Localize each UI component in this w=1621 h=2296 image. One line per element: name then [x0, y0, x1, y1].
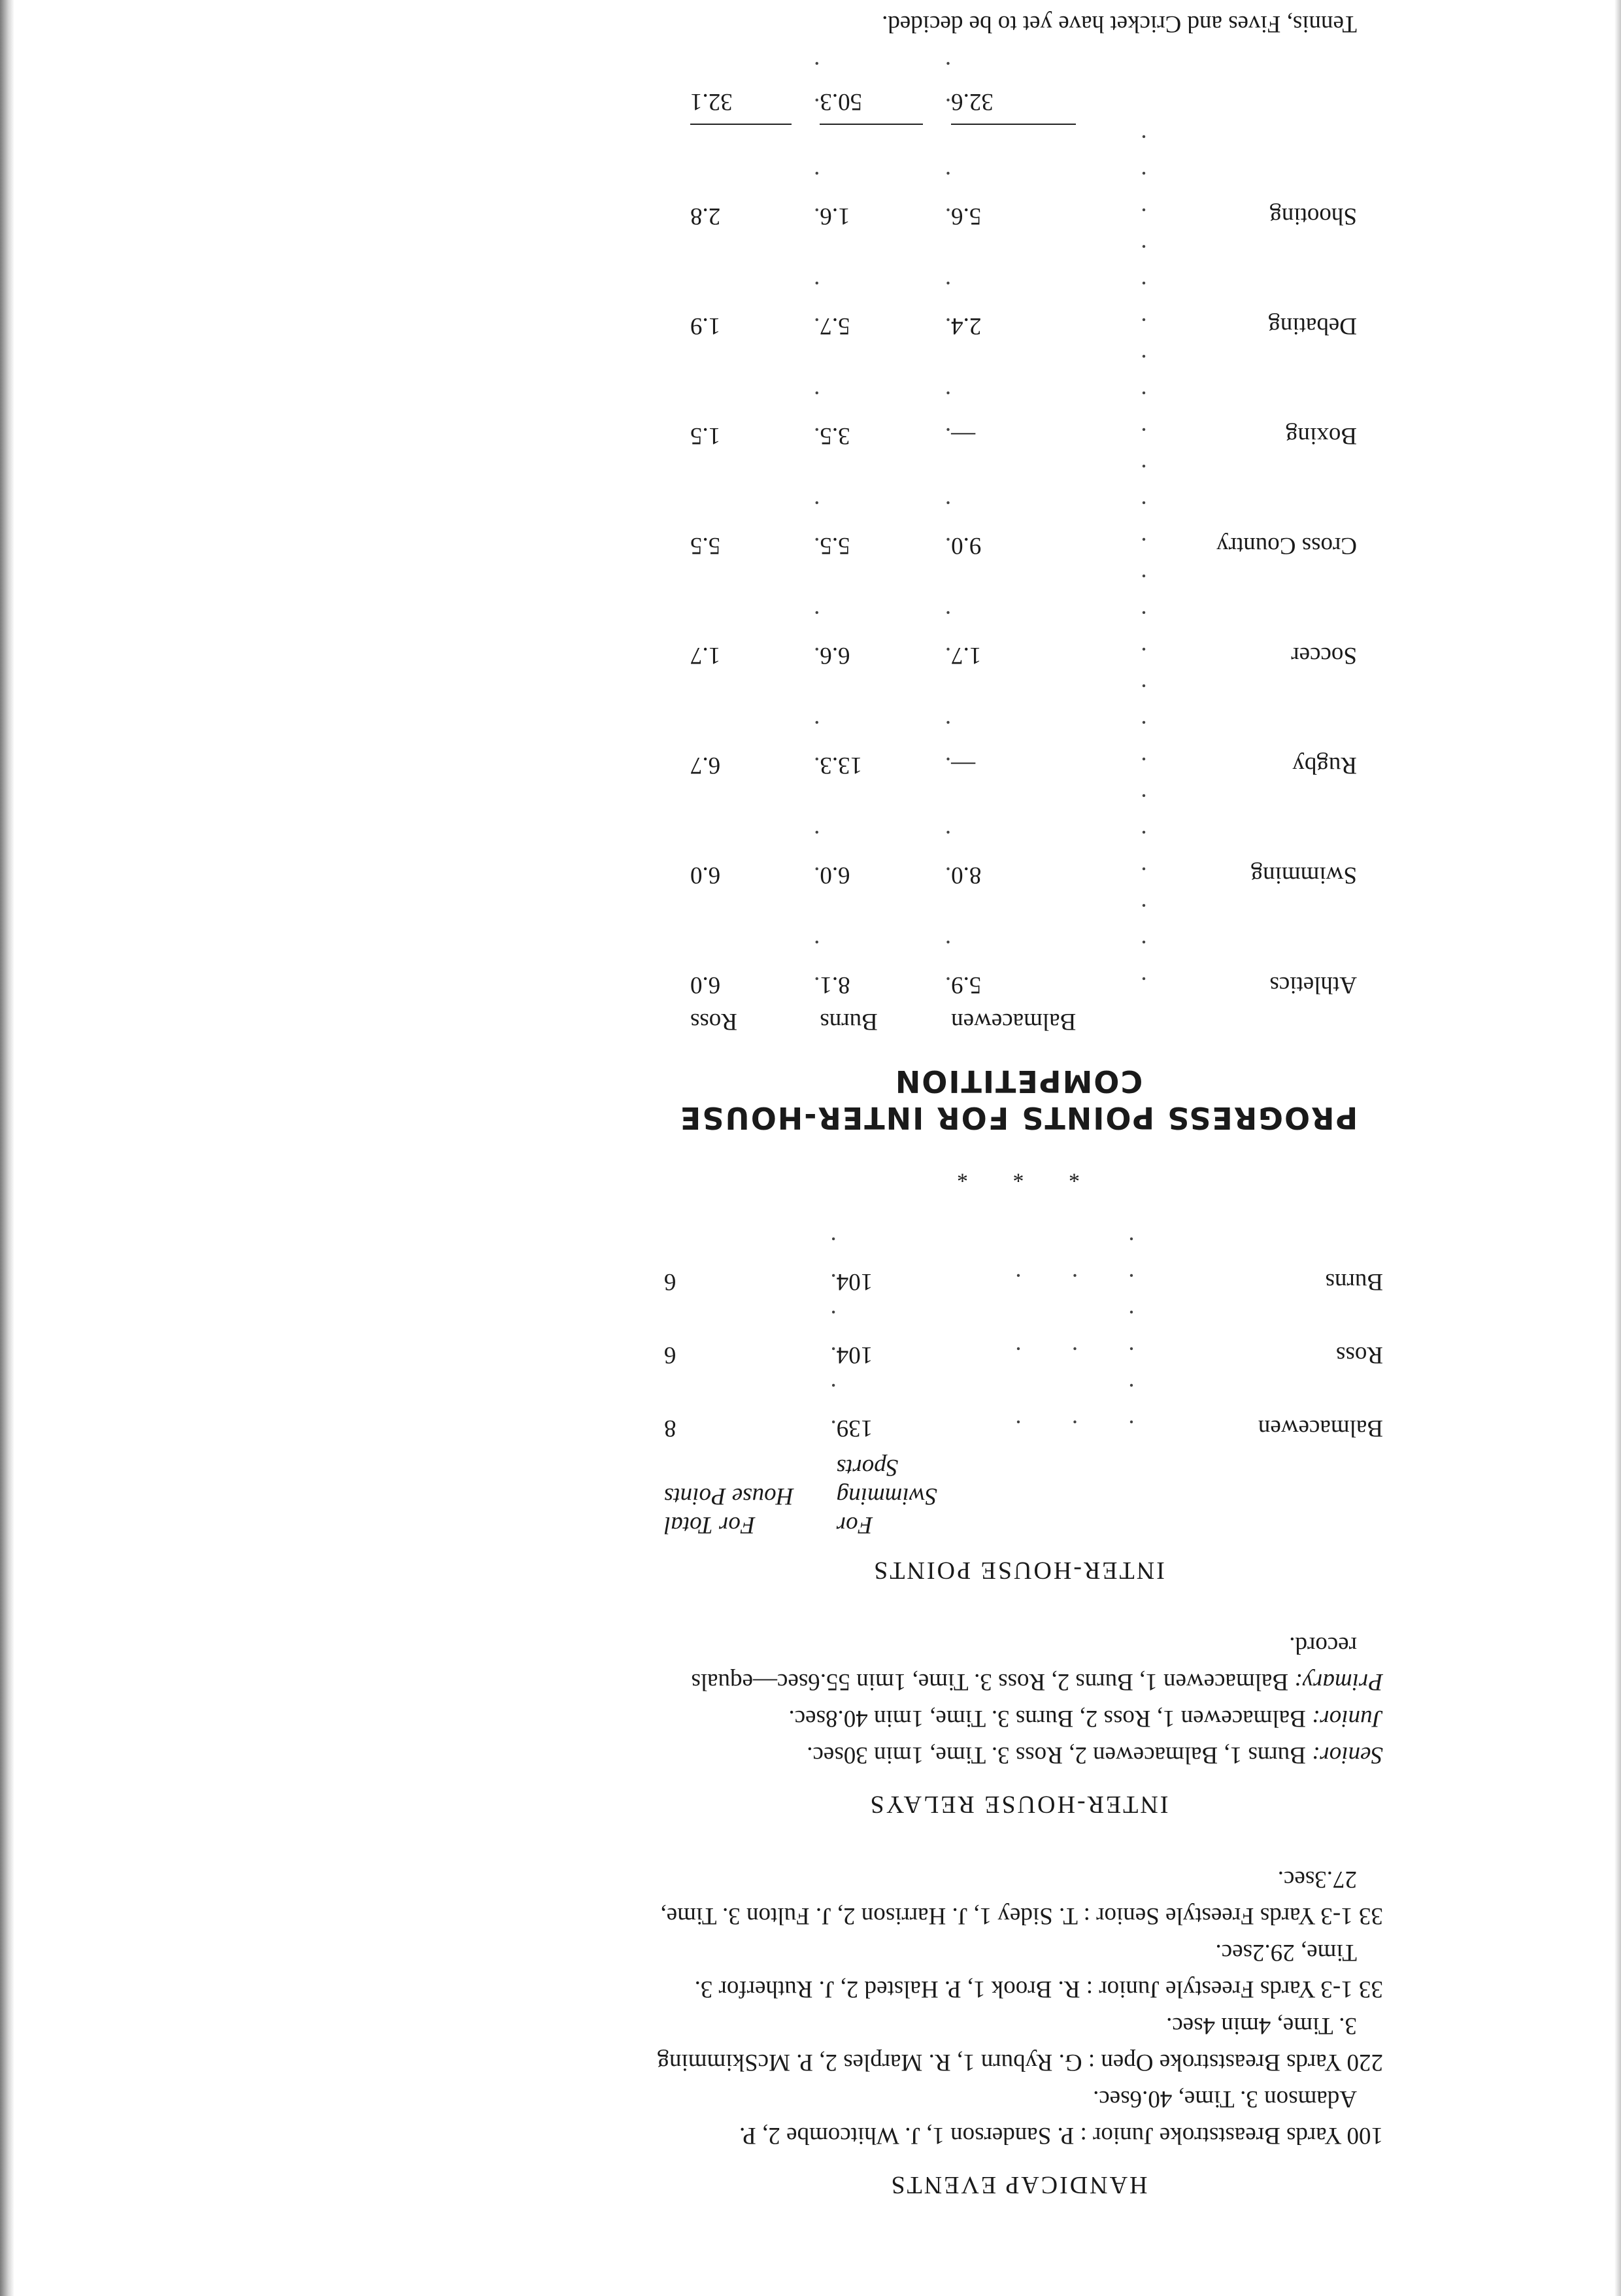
column-header: Burns — [820, 1008, 878, 1035]
table-row — [690, 783, 1357, 893]
handicap-event: 220 Yards Breaststroke Open : G. Ryburn 1, R. Marples 2, P. McSkimming 3. Time, 4min 4sec. — [657, 2012, 1383, 2076]
table-header-row — [690, 1003, 1357, 1039]
leader-dots: . . — [922, 496, 952, 559]
house-name: Balmacewen — [1258, 1415, 1383, 1442]
column-header: Ross — [690, 1008, 737, 1035]
burns-value: 6.6 — [820, 642, 850, 669]
leader-dots: . . — [922, 825, 952, 888]
leader-dots: . . . — [1118, 239, 1147, 339]
handicap-events-title: HANDICAP EVENTS — [889, 2171, 1148, 2199]
relay-text: Balmacewen 1, Burns 2, Ross 3. Time, 1min 55.6sec—equals record. — [691, 1632, 1357, 1695]
table-header-row — [664, 1446, 1383, 1539]
ross-value: 6.7 — [690, 752, 721, 779]
table-row — [664, 1373, 1383, 1446]
sport-name: Shooting — [1269, 203, 1357, 229]
column-header: Balmacewen — [951, 1008, 1077, 1035]
swimming-points: 104 — [836, 1342, 873, 1368]
balmacewen-total: 32.6 — [951, 51, 1076, 124]
leader-dots: . . — [792, 825, 820, 888]
leader-dots: . . — [922, 715, 952, 779]
relay-text: Balmacewen 1, Ross 2, Burns 3. Time, 1min 40.8sec. — [788, 1705, 1312, 1732]
table-row — [690, 564, 1357, 673]
leader-dots: . . — [792, 386, 820, 449]
burns-value: 5.5 — [820, 532, 850, 559]
ross-value: 1.7 — [690, 642, 721, 669]
sport-name: Soccer — [1291, 642, 1357, 669]
burns-value: 3.5 — [820, 422, 850, 449]
relay-result — [654, 1736, 1383, 1773]
leader-dots: . . . . — [993, 1305, 1135, 1368]
house-name: Burns — [1325, 1268, 1383, 1295]
ross-value: 6.0 — [690, 862, 721, 888]
leader-dots: . . — [792, 935, 820, 998]
sport-name: Rugby — [1292, 752, 1357, 779]
ross-value: 2.8 — [690, 203, 721, 229]
sport-name: Boxing — [1286, 422, 1357, 449]
relays-title: INTER-HOUSE RELAYS — [868, 1791, 1169, 1818]
table-row — [690, 454, 1357, 564]
table-row — [690, 893, 1357, 1003]
leader-dots: . . — [792, 166, 820, 229]
progress-note: Tennis, Fives and Cricket have yet to be decided. — [882, 10, 1357, 37]
leader-dots: . . — [922, 56, 952, 120]
balmacewen-value: — — [951, 422, 976, 449]
ross-value: 6.0 — [690, 971, 721, 998]
progress-points-title: PROGRESS POINTS FOR INTER-HOUSE COMPETITION — [678, 1064, 1358, 1136]
relay-label: Senior: — [1312, 1742, 1383, 1768]
table-row — [690, 124, 1357, 234]
progress-points-table — [690, 51, 1357, 1039]
balmacewen-value: 5.6 — [951, 203, 982, 229]
relay-label: Primary: — [1294, 1668, 1383, 1695]
column-header: For Total House Points — [664, 1483, 794, 1538]
balmacewen-value: 2.4 — [951, 312, 982, 339]
table-row — [690, 344, 1357, 454]
leader-dots: . . — [792, 276, 820, 339]
burns-total: 50.3 — [820, 51, 923, 124]
leader-dots: . . — [808, 1305, 837, 1368]
leader-dots: . . — [922, 386, 952, 449]
relay-result — [654, 1627, 1383, 1700]
ross-value: 1.9 — [690, 312, 721, 339]
balmacewen-value: 8.0 — [951, 862, 982, 888]
page-content — [654, 0, 1383, 2203]
total-points: 8 — [664, 1415, 677, 1442]
leader-dots: . . . . — [993, 1378, 1135, 1442]
leader-dots: . . . — [1118, 898, 1147, 998]
leader-dots: . . . — [1118, 788, 1147, 888]
table-row — [690, 673, 1357, 783]
relay-label: Junior: — [1312, 1705, 1383, 1732]
leader-dots: . . — [792, 56, 820, 120]
leader-dots: . . — [792, 715, 820, 779]
leader-dots: . . — [922, 166, 952, 229]
sport-name: Swimming — [1250, 862, 1357, 888]
leader-dots: . . — [922, 935, 952, 998]
leader-dots: . . — [808, 1232, 837, 1295]
table-row — [664, 1226, 1383, 1300]
swimming-points: 104 — [836, 1268, 873, 1295]
balmacewen-value: 5.9 — [951, 971, 982, 998]
swimming-points: 139 — [836, 1415, 873, 1442]
sport-name: Debating — [1268, 312, 1357, 339]
handicap-event: 33 1-3 Yards Freestyle Senior : T. Sidey 1, J. Harrison 2, J. Fulton 3. Time, 27.3sec. — [660, 1866, 1383, 1929]
handicap-event: 33 1-3 Yards Freestyle Junior : R. Brook 1, P. Halsted 2, J. Rutherfor 3. Time, 29.2sec. — [694, 1939, 1383, 2002]
sport-name: Cross Country — [1216, 532, 1357, 559]
leader-dots: . . . . — [993, 1232, 1135, 1295]
column-header: For Swimming Sports — [836, 1454, 937, 1538]
leader-dots: . . — [808, 1378, 837, 1442]
table-row — [690, 234, 1357, 344]
section-divider: * * * — [957, 1162, 1080, 1187]
balmacewen-value: — — [951, 752, 976, 779]
burns-value: 8.1 — [820, 971, 850, 998]
total-points: 6 — [664, 1342, 677, 1368]
handicap-event: 100 Yards Breaststroke Junior : P. Sanderson 1, J. Whitcombe 2, P. Adamson 3. Time, 40.6sec. — [739, 2085, 1383, 2149]
table-row — [664, 1300, 1383, 1373]
ross-value: 1.5 — [690, 422, 721, 449]
leader-dots: . . . — [1118, 459, 1147, 559]
burns-value: 5.7 — [820, 312, 850, 339]
leader-dots: . . — [922, 605, 952, 669]
house-name: Ross — [1336, 1342, 1383, 1368]
total-points: 6 — [664, 1268, 677, 1295]
balmacewen-value: 1.7 — [951, 642, 982, 669]
sport-name: Athletics — [1269, 971, 1357, 998]
inter-house-points-table — [664, 1226, 1383, 1539]
leader-dots: . . . — [1118, 679, 1147, 779]
leader-dots: . . — [922, 276, 952, 339]
burns-value: 6.0 — [820, 862, 850, 888]
leader-dots: . . . — [1118, 349, 1147, 449]
totals-row — [690, 51, 1357, 124]
relay-result — [654, 1700, 1383, 1736]
burns-value: 13.3 — [820, 752, 863, 779]
balmacewen-value: 9.0 — [951, 532, 982, 559]
ross-total: 32.1 — [690, 51, 792, 124]
leader-dots: . . . — [1118, 569, 1147, 669]
burns-value: 1.6 — [820, 203, 850, 229]
ross-value: 5.5 — [690, 532, 721, 559]
relay-text: Burns 1, Balmacewen 2, Ross 3. Time, 1min 30sec. — [807, 1742, 1312, 1768]
leader-dots: . . . — [1118, 129, 1147, 229]
inter-house-points-title: INTER-HOUSE POINTS — [872, 1557, 1165, 1584]
leader-dots: . . — [792, 496, 820, 559]
leader-dots: . . — [792, 605, 820, 669]
